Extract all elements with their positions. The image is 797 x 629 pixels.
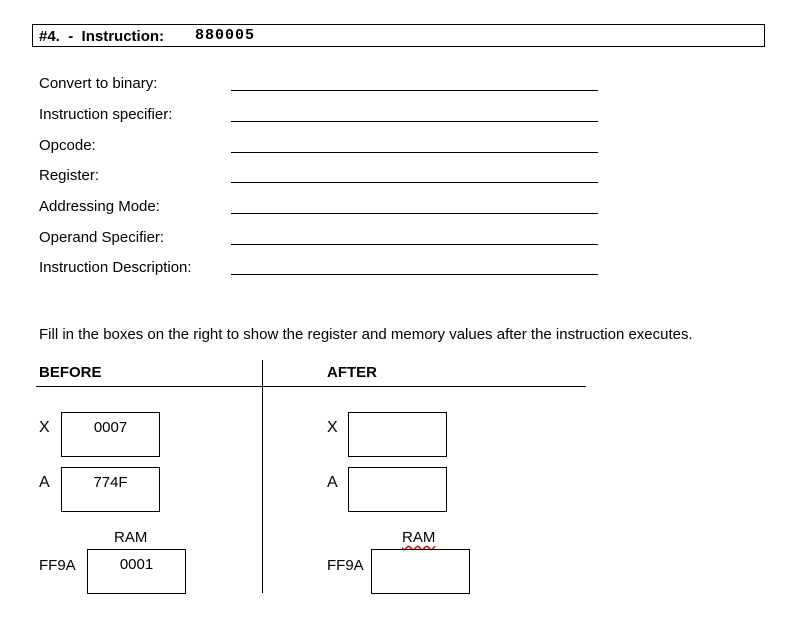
- operand-specifier-line[interactable]: [231, 244, 598, 245]
- after-title: AFTER: [327, 364, 377, 381]
- after-x-box[interactable]: [348, 412, 447, 457]
- before-title: BEFORE: [39, 364, 102, 381]
- table-divider-vertical: [262, 360, 263, 593]
- instruction-description-label: Instruction Description:: [39, 259, 192, 276]
- before-ram-box: 0001: [87, 549, 186, 594]
- before-ram-label: RAM: [114, 529, 148, 546]
- operand-specifier-label: Operand Specifier:: [39, 229, 165, 246]
- instruction-specifier-line[interactable]: [231, 121, 598, 122]
- table-divider-horizontal: [36, 386, 586, 387]
- before-x-label: X: [39, 419, 50, 436]
- instruction-code: 880005: [195, 27, 256, 44]
- after-a-box[interactable]: [348, 467, 447, 512]
- opcode-label: Opcode:: [39, 137, 96, 154]
- after-ram-box[interactable]: [371, 549, 470, 594]
- problem-number: #4.: [39, 28, 60, 45]
- header-dash: -: [68, 28, 74, 45]
- before-ram-address: FF9A: [39, 557, 76, 574]
- convert-binary-line[interactable]: [231, 90, 598, 91]
- after-ram-label: RAM: [402, 529, 436, 546]
- opcode-line[interactable]: [231, 152, 598, 153]
- after-ram-address: FF9A: [327, 557, 364, 574]
- before-a-label: A: [39, 474, 50, 491]
- register-line[interactable]: [231, 182, 598, 183]
- after-a-label: A: [327, 474, 338, 491]
- instruction-description-line[interactable]: [231, 274, 598, 275]
- register-label: Register:: [39, 167, 100, 184]
- convert-binary-label: Convert to binary:: [39, 75, 158, 92]
- instruction-specifier-label: Instruction specifier:: [39, 106, 173, 123]
- header-title: [39, 28, 164, 45]
- before-a-box: 774F: [61, 467, 160, 512]
- addressing-mode-label: Addressing Mode:: [39, 198, 160, 215]
- after-x-label: X: [327, 419, 338, 436]
- before-x-box: 0007: [61, 412, 160, 457]
- instructions-text: Fill in the boxes on the right to show the register and memory values after the instruction executes.: [39, 326, 693, 343]
- instruction-label: Instruction:: [81, 28, 165, 45]
- addressing-mode-line[interactable]: [231, 213, 598, 214]
